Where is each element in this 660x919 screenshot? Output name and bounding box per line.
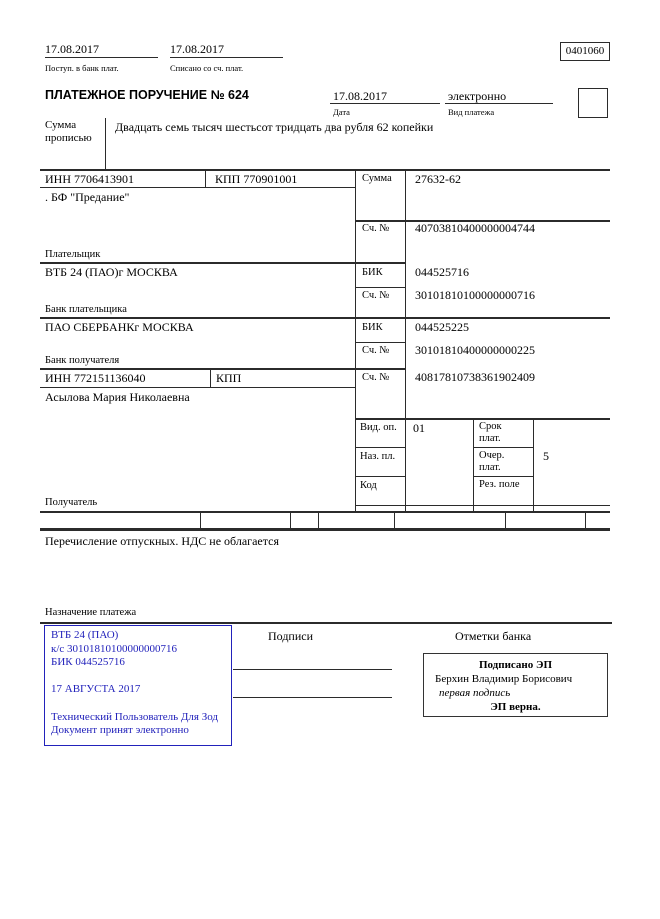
fields-row-divider-4 bbox=[394, 511, 395, 528]
payee-account-value: 40817810738361902409 bbox=[415, 370, 535, 384]
payer-row-line bbox=[40, 262, 405, 264]
debited-from-account-label: Списано со сч. плат. bbox=[170, 63, 244, 73]
op-kind-label: Вид. оп. bbox=[360, 422, 397, 433]
signatures-header: Подписи bbox=[268, 629, 314, 643]
payee-bank-account-label: Сч. № bbox=[362, 345, 390, 356]
payee-label: Получатель bbox=[45, 497, 98, 508]
signature-line-2 bbox=[233, 697, 392, 698]
amount-words-value: Двадцать семь тысяч шестьсот тридцать два рубля 62 копейки bbox=[115, 120, 434, 134]
payer-bank-bik-line bbox=[355, 287, 405, 288]
status-field-box bbox=[578, 88, 608, 118]
bank-stamp-spacer-2 bbox=[51, 697, 225, 711]
pay-term-cell-line bbox=[473, 447, 533, 448]
form-code-box: 0401060 bbox=[560, 42, 610, 61]
payee-inn: ИНН 772151136040 bbox=[45, 371, 146, 385]
bank-stamp-accepted: Документ принят электронно bbox=[51, 724, 189, 737]
op-table-bottom-line bbox=[355, 505, 610, 506]
fields-row-divider-5 bbox=[505, 511, 506, 528]
payer-bank-row-line bbox=[40, 317, 610, 319]
table-bottom-thick-line bbox=[40, 528, 610, 531]
purpose-code-cell-line bbox=[355, 476, 405, 477]
payment-purpose-text: Перечисление отпускных. НДС не облагается bbox=[45, 534, 279, 548]
payee-bank-bik-value: 044525225 bbox=[415, 320, 469, 334]
payer-account-label: Сч. № bbox=[362, 223, 390, 234]
op-table-vline-2 bbox=[533, 418, 534, 511]
debited-date-underline bbox=[170, 57, 283, 58]
payer-inn-row-line bbox=[40, 187, 355, 188]
purpose-section-line bbox=[40, 622, 612, 624]
amount-value: 27632-62 bbox=[415, 172, 461, 186]
fields-row-divider-6 bbox=[585, 511, 586, 528]
payer-bank-name: ВТБ 24 (ПАО)г МОСКВА bbox=[45, 265, 178, 279]
payment-kind-value: электронно bbox=[448, 89, 507, 103]
payee-inn-kpp-divider bbox=[210, 368, 211, 387]
bank-stamp-bank-name: ВТБ 24 (ПАО) bbox=[51, 629, 119, 641]
op-kind-value: 01 bbox=[413, 421, 425, 435]
payer-bank-bik-label: БИК bbox=[362, 267, 383, 278]
payee-kpp: КПП bbox=[216, 371, 242, 385]
signature-line-1 bbox=[233, 669, 392, 670]
pay-term-label: Срок плат. bbox=[479, 421, 502, 444]
payee-bank-name: ПАО СБЕРБАНКг МОСКВА bbox=[45, 320, 194, 334]
payer-bank-account-value: 30101810100000000716 bbox=[415, 288, 535, 302]
payment-kind-label: Вид платежа bbox=[448, 107, 495, 117]
bank-stamp-corr-account: к/с 30101810100000000716 bbox=[51, 642, 178, 655]
bank-stamp-user: Технический Пользователь Для Зод bbox=[51, 710, 219, 723]
amount-words-divider bbox=[105, 118, 106, 170]
fields-row-divider-1 bbox=[200, 511, 201, 528]
received-in-bank-label: Поступ. в банк плат. bbox=[45, 63, 119, 73]
op-table-top-line bbox=[355, 418, 610, 420]
payee-row-line bbox=[40, 511, 610, 513]
received-in-bank-date: 17.08.2017 bbox=[45, 42, 99, 56]
payer-bank-label: Банк плательщика bbox=[45, 304, 127, 315]
priority-value: 5 bbox=[543, 449, 549, 463]
debited-from-account-date: 17.08.2017 bbox=[170, 42, 224, 56]
document-date-value: 17.08.2017 bbox=[333, 89, 387, 103]
payer-kpp: КПП 770901001 bbox=[215, 172, 298, 186]
priority-label: Очер. плат. bbox=[479, 450, 505, 473]
payee-bank-bik-label: БИК bbox=[362, 322, 383, 333]
payee-bank-label: Банк получателя bbox=[45, 355, 120, 366]
payee-bank-row-line bbox=[40, 368, 405, 370]
payee-name: Асылова Мария Николаевна bbox=[45, 390, 190, 404]
purpose-code-label: Наз. пл. bbox=[360, 451, 396, 462]
table-top-line bbox=[40, 169, 610, 171]
esignature-note: первая подпись bbox=[439, 687, 511, 699]
payee-bank-bik-line bbox=[355, 342, 405, 343]
date-underline bbox=[330, 103, 440, 104]
payer-account-value: 40703810400000004744 bbox=[415, 221, 535, 235]
op-table-vline-1 bbox=[473, 418, 474, 511]
payer-label: Плательщик bbox=[45, 249, 101, 260]
amount-label: Сумма bbox=[362, 173, 392, 184]
priority-cell-line bbox=[473, 476, 533, 477]
esignature-verified: ЭП верна. bbox=[490, 701, 541, 713]
payment-purpose-label: Назначение платежа bbox=[45, 607, 137, 618]
payee-account-label: Сч. № bbox=[362, 372, 390, 383]
payee-bank-account-value: 30101810400000000225 bbox=[415, 343, 535, 357]
esignature-signer-name: Берхин Владимир Борисович bbox=[435, 673, 573, 685]
date-label: Дата bbox=[333, 107, 350, 117]
amount-words-label: Сумма прописью bbox=[45, 119, 92, 144]
received-date-underline bbox=[45, 57, 158, 58]
payer-bank-bik-value: 044525716 bbox=[415, 265, 469, 279]
payment-kind-underline bbox=[445, 103, 553, 104]
reserve-field-label: Рез. поле bbox=[479, 479, 520, 490]
fields-row-divider-2 bbox=[290, 511, 291, 528]
op-kind-cell-line bbox=[355, 447, 405, 448]
esignature-title: Подписано ЭП bbox=[478, 659, 553, 671]
fields-row-divider-3 bbox=[318, 511, 319, 528]
bank-stamp-bik: БИК 044525716 bbox=[51, 656, 125, 669]
bank-stamp-box bbox=[44, 625, 232, 746]
bank-stamp-date: 17 АВГУСТА 2017 bbox=[51, 683, 141, 696]
bank-marks-header: Отметки банка bbox=[455, 629, 532, 643]
payer-inn: ИНН 7706413901 bbox=[45, 172, 134, 186]
bank-stamp-spacer-1 bbox=[51, 670, 225, 684]
esignature-stamp-box bbox=[423, 653, 608, 717]
code-label: Код bbox=[360, 480, 377, 491]
payment-order-title: ПЛАТЕЖНОЕ ПОРУЧЕНИЕ № 624 bbox=[45, 88, 249, 102]
payer-bank-account-label: Сч. № bbox=[362, 290, 390, 301]
payer-name: . БФ "Предание" bbox=[45, 190, 130, 204]
payee-inn-row-line bbox=[40, 387, 355, 388]
payer-inn-kpp-divider bbox=[205, 170, 206, 187]
